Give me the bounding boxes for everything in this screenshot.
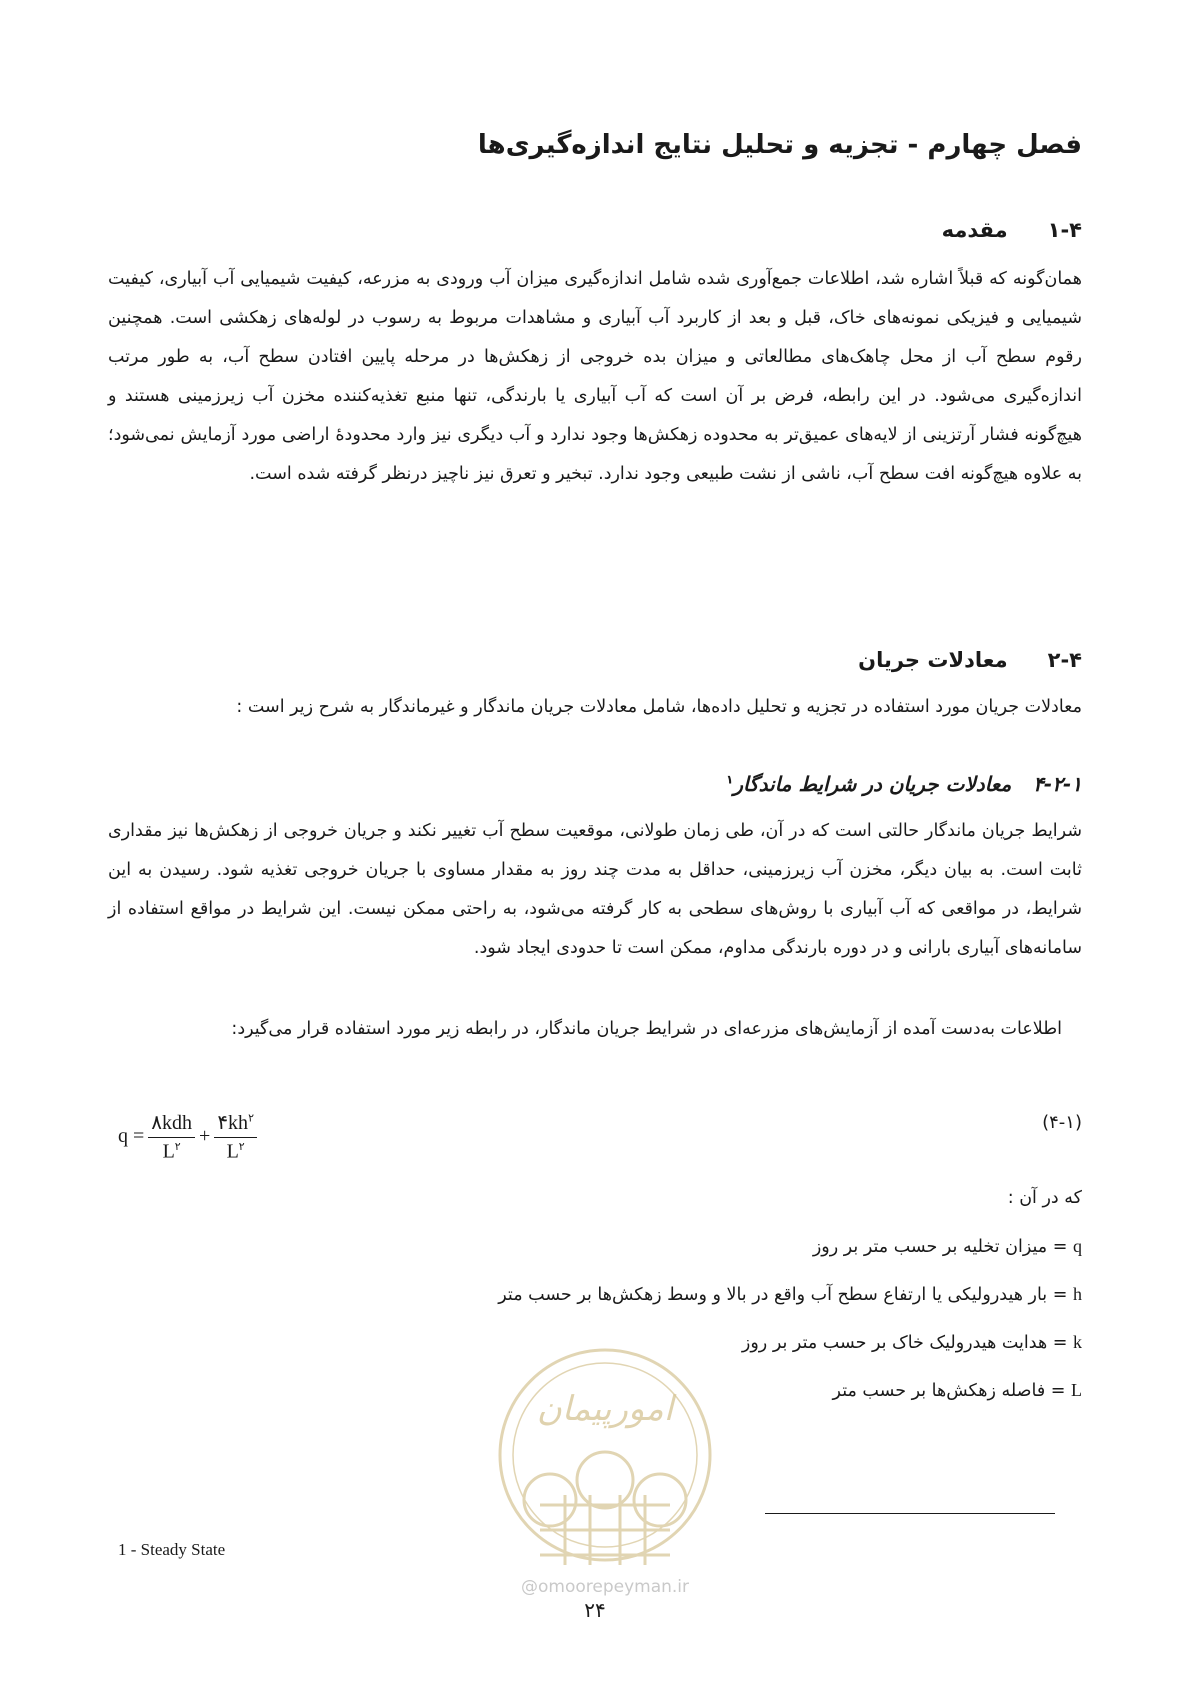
formula-term-2-numerator: $۴kh^۲$ xyxy=(214,1110,257,1138)
footnote: 1 - Steady State xyxy=(118,1540,226,1559)
subsection-heading-steady-state xyxy=(102,772,1082,796)
formula-term-1-denominator: $L^۲$ xyxy=(162,1140,181,1163)
variable-symbol: L xyxy=(1071,1380,1082,1400)
subsection-number: ۴-۲-۱ xyxy=(1033,772,1082,796)
where-label: که در آن : xyxy=(1007,1188,1082,1208)
watermark-url: @omoorepeyman.ir xyxy=(520,1577,690,1597)
section-heading-flow-equations xyxy=(102,648,1082,672)
formula-term-1 xyxy=(148,1110,195,1164)
page-number: ۲۴ xyxy=(584,1598,606,1622)
footnote-divider xyxy=(765,1513,1055,1514)
variable-description: = هدایت هیدرولیک خاک بر حسب متر بر روز xyxy=(741,1333,1068,1353)
intro-paragraph: همان‌گونه که قبلاً اشاره شد، اطلاعات جمع‌آوری شده شامل اندازه‌گیری میزان آب ورودی به مزرعه، کیفیت شیمیایی آب آبیاری، کیفیت شیمیایی و فیزیکی نمونه‌های خاک، قبل و بعد از کاربرد آب آبیاری و مشاهدات مربوط به رسوب در لوله‌های زهکشی است. همچنین رقوم سطح آب از محل چاهک‌های مطالعاتی و میزان بده خروجی از زهکش‌ها در مرحله پایین افتادن سطح آب، به طور مرتب اندازه‌گیری می‌شود. در این رابطه، فرض بر آن است که آب آبیاری یا بارندگی، تنها منبع تغذیه‌کننده مخزن آب زیرزمینی هستند و هیچ‌گونه فشار آرتزینی از لایه‌های عمیق‌تر به محدوده زهکش‌ها وجود ندارد و آب دیگری نیز وارد محدودهٔ اراضی مورد آزمایش نمی‌شود؛ به علاوه هیچ‌گونه افت سطح آب، ناشی از نشت طبیعی وجود ندارد. تبخیر و تعرق نیز ناچیز درنظر گرفته شده است. xyxy=(108,269,1082,484)
variable-symbol: q xyxy=(1073,1236,1082,1256)
variable-description: = فاصله زهکش‌ها بر حسب متر xyxy=(832,1381,1066,1401)
section-title: مقدمه xyxy=(941,218,1008,242)
variable-L xyxy=(833,1380,1082,1401)
footnote-reference: ۱ xyxy=(726,772,734,787)
variable-symbol: k xyxy=(1073,1332,1082,1352)
subsection-title: معادلات جریان در شرایط ماندگار xyxy=(733,772,1012,796)
equation-label: (۴-۱) xyxy=(1042,1112,1082,1133)
formula-term-2-denominator: $L^۲$ xyxy=(226,1140,245,1163)
section-heading-intro xyxy=(102,218,1082,242)
variable-symbol: h xyxy=(1073,1284,1082,1304)
variable-description: = میزان تخلیه بر حسب متر بر روز xyxy=(812,1237,1068,1257)
formula-term-2 xyxy=(214,1110,257,1164)
variable-h xyxy=(498,1284,1082,1305)
variable-description: = بار هیدرولیکی یا ارتفاع سطح آب واقع در بالا و وسط زهکش‌ها بر حسب متر xyxy=(498,1285,1068,1305)
steady-state-paragraph-2: اطلاعات به‌دست آمده از آزمایش‌های مزرعه‌ای در شرایط جریان ماندگار، در رابطه زیر مورد استفاده قرار می‌گیرد: xyxy=(231,1019,1062,1039)
steady-state-paragraph: شرایط جریان ماندگار حالتی است که در آن، طی زمان طولانی، موقعیت سطح آب تغییر نکند و جریان خروجی از زهکش‌ها نیز مقداری ثابت است. به بیان دیگر، مخزن آب زیرزمینی، حداقل به مدت چند روز به مقدار مساوی با جریان خروجی تغذیه شود. رسیدن به این شرایط، در مواقعی که آب آبیاری با روش‌های سطحی به کار گرفته می‌شود، به راحتی ممکن نیست. این شرایط در مواقع استفاده از سامانه‌های آبیاری بارانی و در دوره بارندگی مداوم، ممکن است تا حدودی ایجاد شود. xyxy=(108,821,1082,958)
flow-equations-paragraph: معادلات جریان مورد استفاده در تجزیه و تحلیل داده‌ها، شامل معادلات جریان ماندگار و غیرماندگار به شرح زیر است : xyxy=(236,697,1082,717)
watermark-title: امورپیمان xyxy=(536,1389,674,1429)
watermark-logo xyxy=(480,1330,730,1600)
variable-k xyxy=(742,1332,1082,1353)
section-title: معادلات جریان xyxy=(858,648,1008,672)
chapter-title: فصل چهارم - تجزیه و تحلیل نتایج اندازه‌گیری‌ها xyxy=(477,130,1082,160)
section-number: ۲-۴ xyxy=(1047,648,1082,672)
formula-term-1-numerator: ۸kdh xyxy=(148,1110,195,1138)
formula-steady-flow xyxy=(118,1110,261,1164)
section-number: ۱-۴ xyxy=(1047,218,1082,242)
formula-plus: + xyxy=(199,1125,211,1148)
variable-q xyxy=(813,1236,1082,1257)
formula-lhs: q = xyxy=(118,1125,145,1148)
